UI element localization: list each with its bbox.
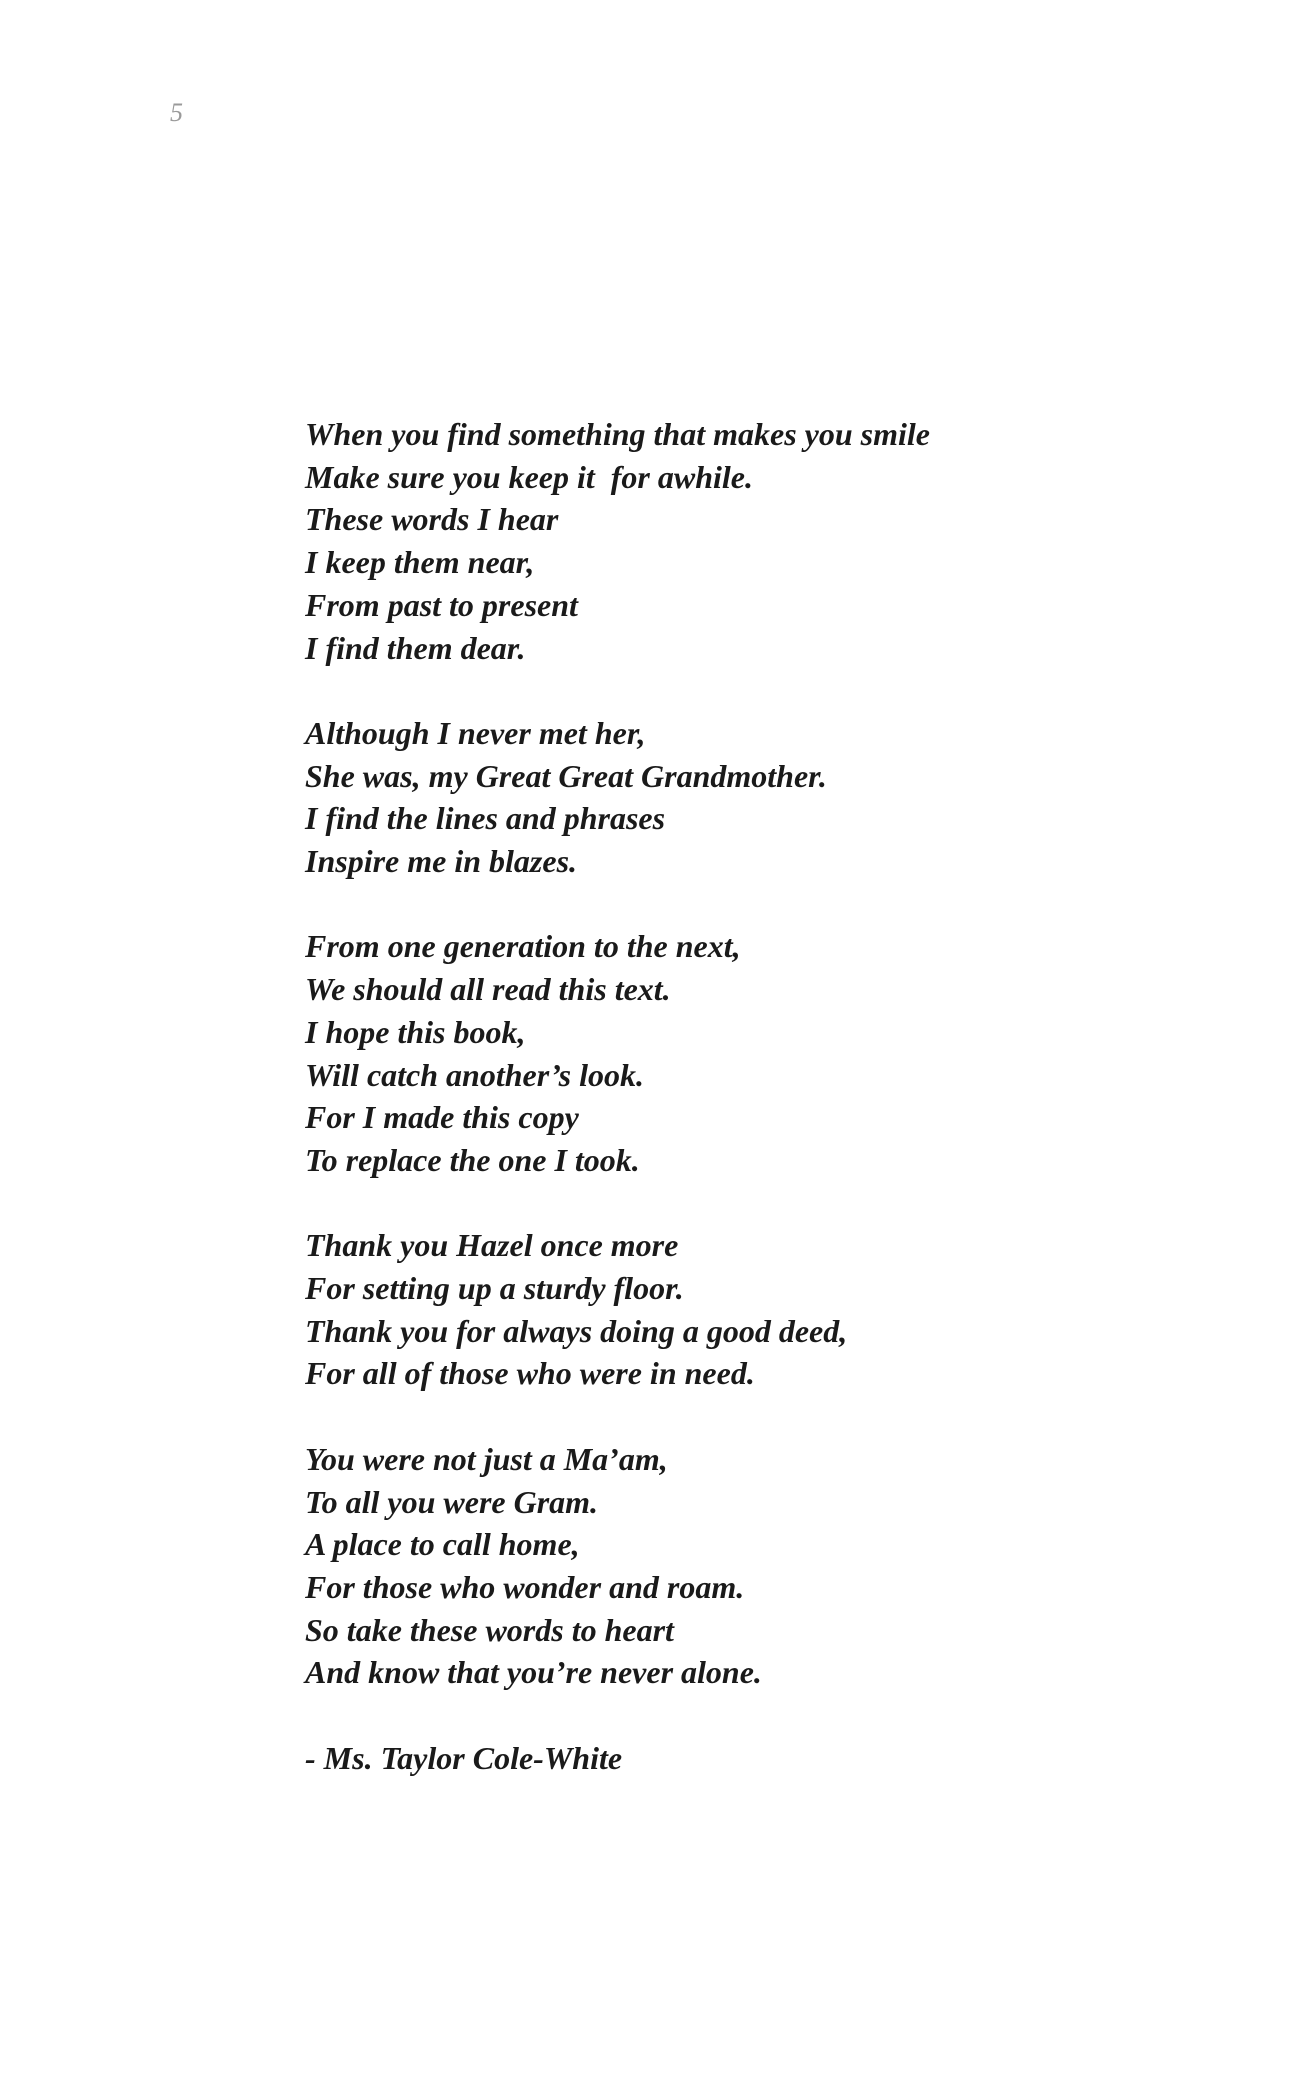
poem-line: From past to present — [305, 586, 578, 623]
stanza-2 — [305, 712, 1205, 883]
poem-line: To replace the one I took. — [305, 1141, 640, 1178]
stanza-1 — [305, 413, 1205, 669]
poem-line: Although I never met her, — [305, 714, 646, 751]
poem-line: For I made this copy — [305, 1099, 579, 1136]
poem-line: For setting up a sturdy floor. — [305, 1270, 684, 1307]
poem-line: Thank you for always doing a good deed, — [305, 1312, 848, 1349]
poem-line: She was, my Great Great Grandmother. — [305, 757, 827, 794]
poem-line: For all of those who were in need. — [305, 1355, 755, 1392]
poem-line: We should all read this text. — [305, 971, 671, 1008]
poem-line: Thank you Hazel once more — [305, 1227, 679, 1264]
poem-line: Make sure you keep it for awhile. — [305, 458, 753, 495]
poem-line: I find them dear. — [305, 629, 526, 666]
poem-line: To all you were Gram. — [305, 1483, 599, 1520]
poem-line: I find the lines and phrases — [305, 800, 666, 837]
poem-line: And know that you’re never alone. — [305, 1654, 762, 1691]
poem-line: I hope this book, — [305, 1013, 526, 1050]
page-number: 5 — [170, 98, 183, 127]
poem-line: You were not just a Ma’am, — [305, 1440, 668, 1477]
poem-line: For those who wonder and roam. — [305, 1568, 745, 1605]
stanza-3 — [305, 925, 1205, 1181]
stanza-5 — [305, 1438, 1205, 1694]
poem-line: A place to call home, — [305, 1526, 580, 1563]
poem-line: Inspire me in blazes. — [305, 843, 578, 880]
poem-line: Will catch another’s look. — [305, 1056, 644, 1093]
poem-line: From one generation to the next, — [305, 928, 741, 965]
poem-line: These words I hear — [305, 501, 559, 538]
poem — [305, 413, 1205, 1779]
poem-line: When you find something that makes you smile — [305, 416, 930, 452]
poem-line: So take these words to heart — [305, 1611, 674, 1648]
author-signature: - Ms. Taylor Cole-White — [305, 1739, 623, 1776]
poem-line: I keep them near, — [305, 544, 535, 581]
stanza-4 — [305, 1224, 1205, 1395]
